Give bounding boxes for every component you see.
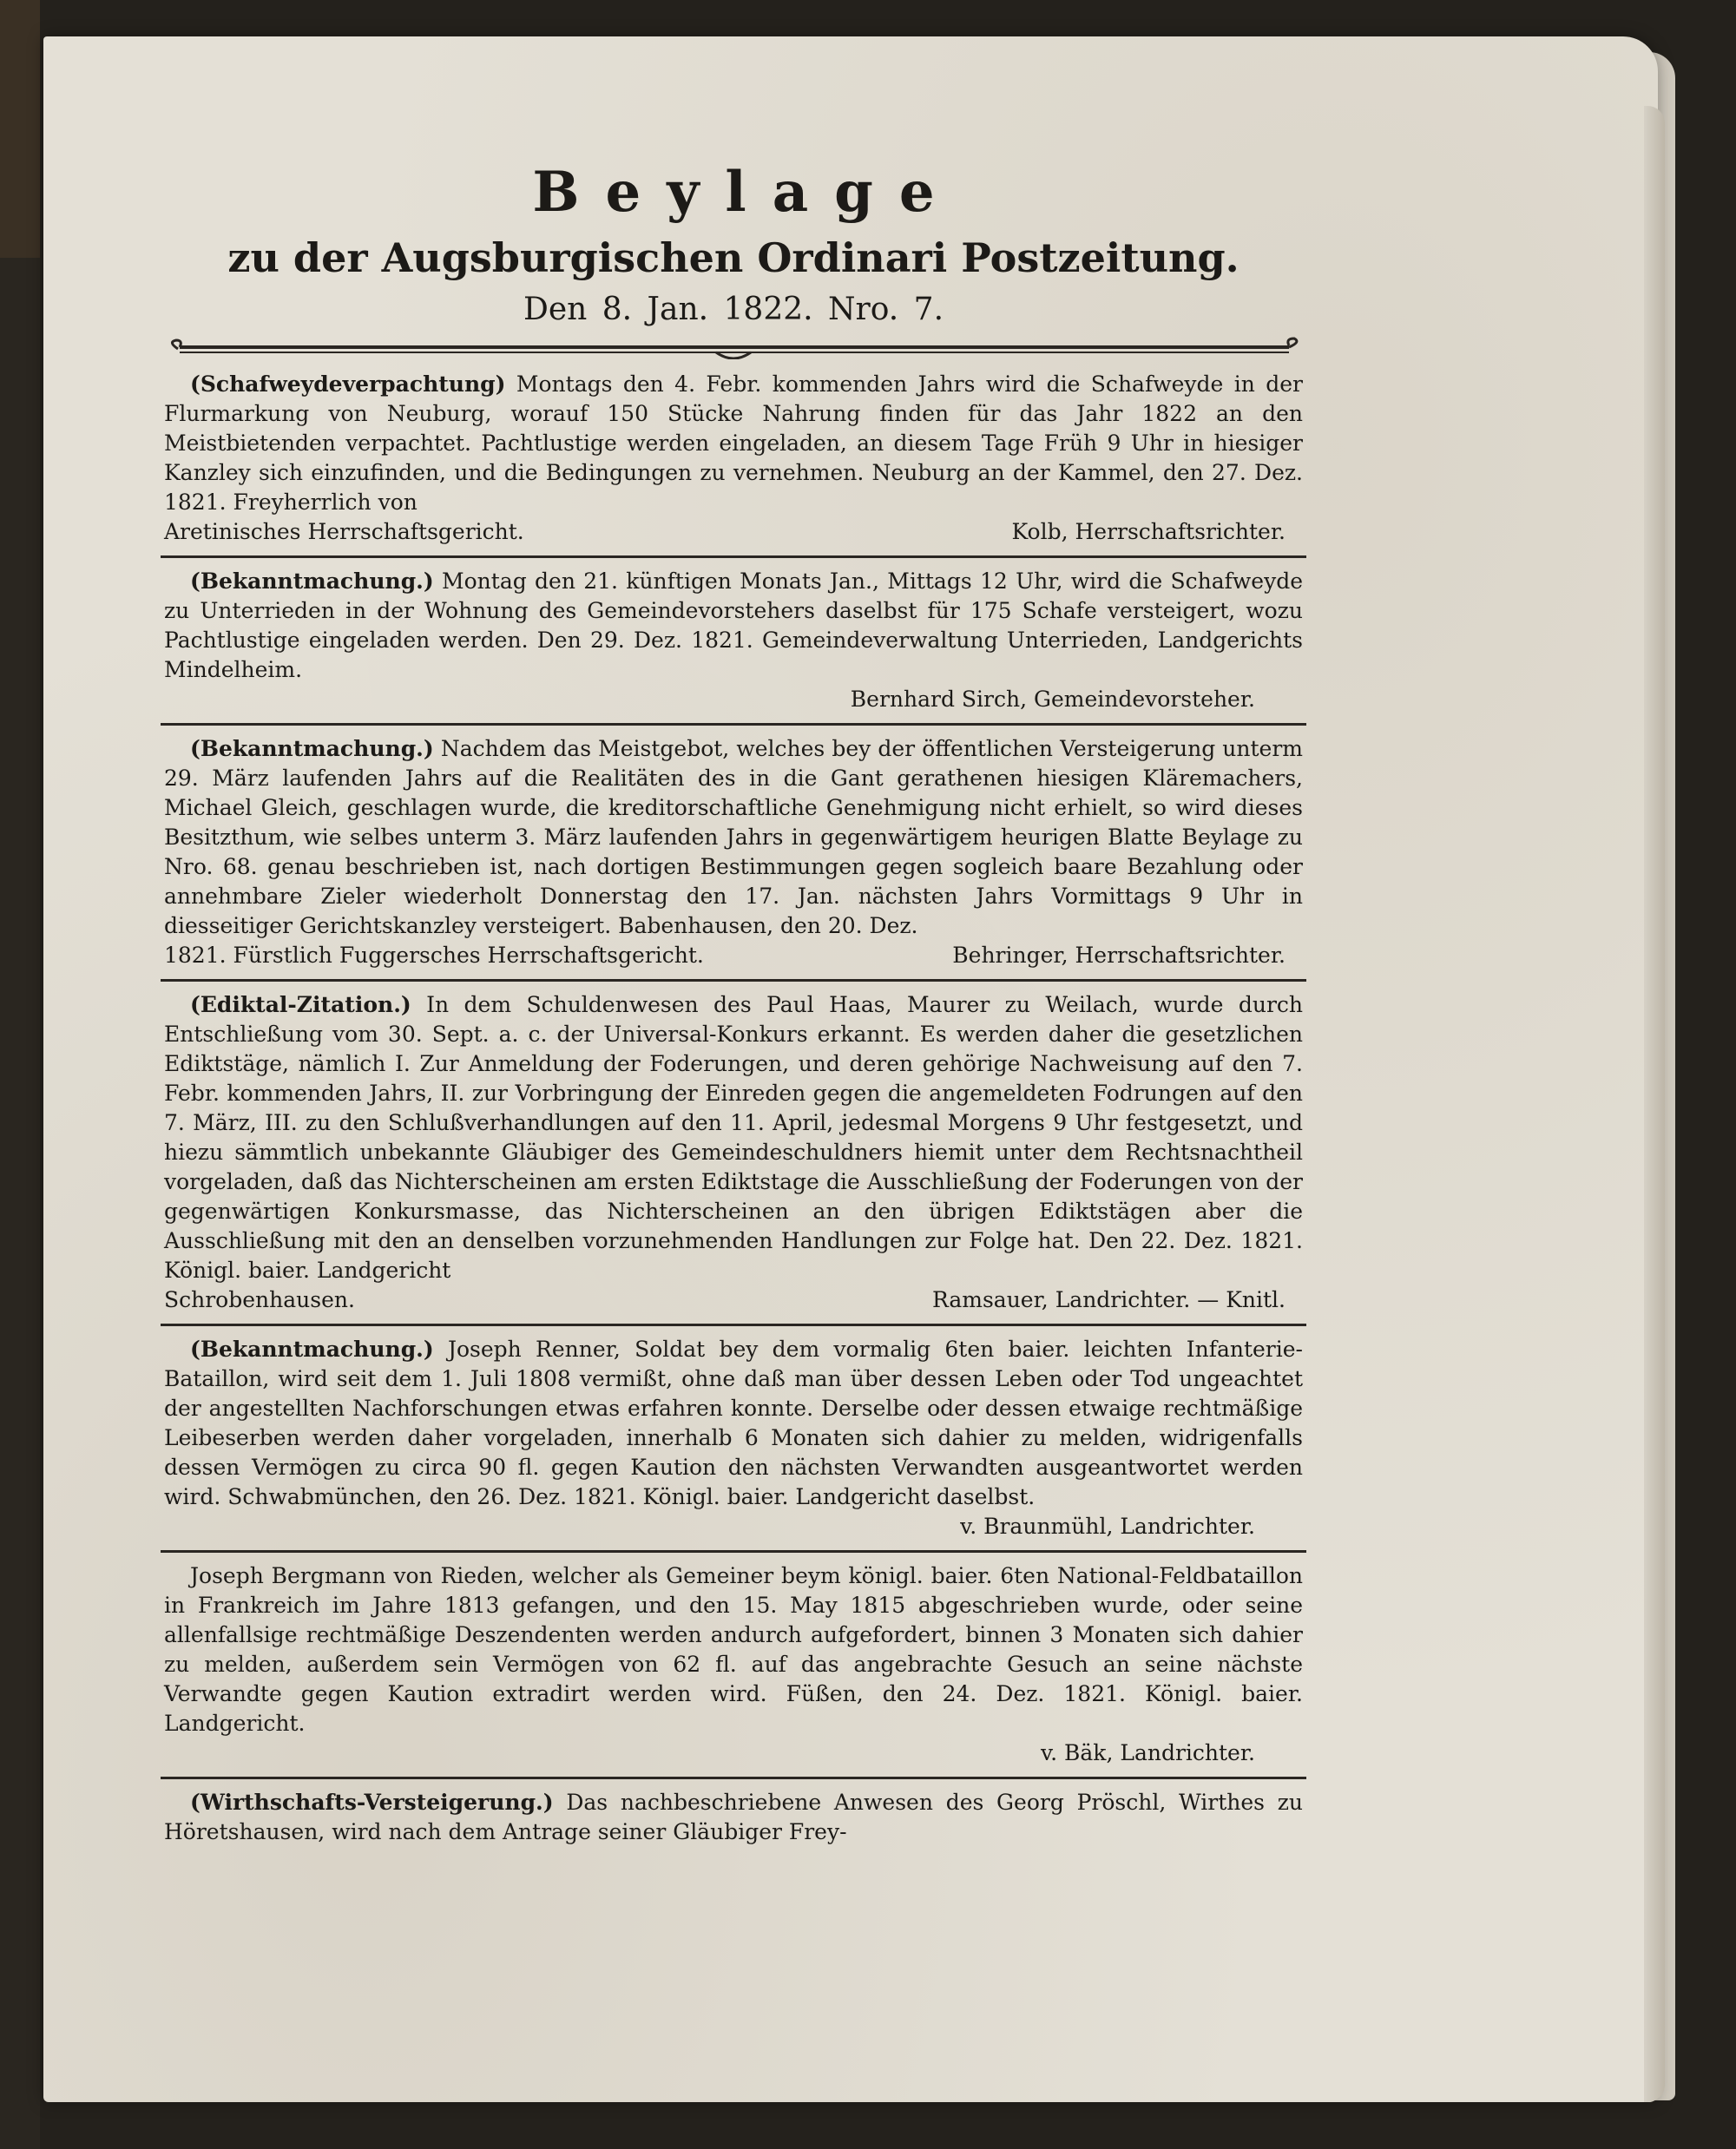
notice-inn-auction — [161, 1784, 1306, 1850]
signature-left: Schrobenhausen. — [164, 1287, 355, 1313]
signature-right: v. Braunmühl, Landrichter. — [960, 1514, 1255, 1540]
signature-left: Aretinisches Herrschaftsgericht. — [164, 519, 524, 545]
section-divider — [161, 1777, 1306, 1779]
signature-right: v. Bäk, Landrichter. — [1040, 1740, 1255, 1766]
notice-joseph-renner — [161, 1331, 1306, 1545]
masthead-subtitle: zu der Augsburgischen Ordinari Postzeitung. — [227, 234, 1240, 281]
section-divider — [161, 555, 1306, 558]
notice-joseph-bergmann — [161, 1558, 1306, 1771]
notice-edictal-citation — [161, 987, 1306, 1318]
ornamental-divider — [161, 335, 1306, 359]
notice-signature — [164, 517, 1303, 547]
notice-body: In dem Schuldenwesen des Paul Haas, Maurer zu Weilach, wurde durch Entschließung vom 30. Sept. a. c. der Universal-Konkurs erkannt. Es werden daher die gesetzlichen Ediktstäge, nämlich I. Zur Anmeldung der Foderungen, und deren gehörige Nachweisung auf den 7. Febr. kommenden Jahrs, II. zur Vorbringung der Einreden gegen die angemeldeten Fodrungen auf den 7. März, III. zu den Schlußverhandlungen auf den 11. April, jedesmal Morgens 9 Uhr festgesetzt, und hiezu sämmtlich unbekannte Gläubiger des Gemeindeschuldners hiemit unter dem Rechtsnachtheil vorgeladen, daß das Nichterscheinen am ersten Ediktstage die Ausschließung der Foderungen von der gegenwärtigen Konkursmasse, das Nichterscheinen an den übrigen Ediktstägen aber die Ausschließung mit den an denselben vorzunehmenden Handlungen zur Folge hat. Den 22. Dez. 1821. Königl. baier. Landgericht — [164, 992, 1304, 1284]
notice-signature — [164, 941, 1303, 970]
notice-heading: (Bekanntmachung.) — [190, 1337, 434, 1363]
scan-edge-strip — [0, 0, 40, 2149]
signature-left: 1821. Fürstlich Fuggersches Herrschaftsgericht. — [164, 943, 704, 969]
notice-sheep-pasture-lease — [161, 366, 1306, 550]
masthead-dateline: Den 8. Jan. 1822. Nro. 7. — [523, 291, 944, 327]
masthead-title: Beylage — [532, 160, 961, 225]
notice-heading: (Bekanntmachung.) — [190, 736, 434, 762]
notice-body: Joseph Bergmann von Rieden, welcher als Gemeiner beym königl. baier. 6ten National-Feldbataillon in Frankreich im Jahre 1813 gefangen, und den 15. May 1815 abgeschrieben wurde, oder seine allenfallsige rechtmäßige Deszendenten werden andurch aufgefordert, binnen 3 Monaten sich dahier zu melden, außerdem sein Vermögen von 62 fl. auf das angebrachte Gesuch an seine nächste Verwandte gegen Kaution extradirt werden wird. Füßen, den 24. Dez. 1821. Königl. baier. Landgericht. — [164, 1563, 1303, 1737]
masthead — [161, 160, 1306, 327]
page-content — [161, 160, 1306, 1850]
section-divider — [161, 1550, 1306, 1553]
signature-right: Kolb, Herrschaftsrichter. — [1011, 519, 1286, 545]
notice-heading: (Bekanntmachung.) — [190, 568, 434, 595]
notice-unterrieden — [161, 563, 1306, 718]
section-divider — [161, 1324, 1306, 1326]
notice-body: Das nachbeschriebene Anwesen des Georg Pröschl, Wirthes zu Höretshausen, wird nach dem Antrage seiner Gläubiger Frey- — [164, 1790, 1303, 1845]
notice-heading: (Ediktal-Zitation.) — [190, 992, 411, 1018]
signature-right: Ramsauer, Landrichter. — Knitl. — [931, 1287, 1286, 1313]
notice-babenhausen — [161, 731, 1306, 974]
section-divider — [161, 723, 1306, 726]
section-divider — [161, 979, 1306, 982]
notice-body: Nachdem das Meistgebot, welches bey der öffentlichen Versteigerung unterm 29. März laufenden Jahrs auf die Realitäten des in die Gant gerathenen hiesigen Kläremachers, Michael Gleich, geschlagen wurde, die kreditorschaftliche Genehmigung nicht erhielt, so wird dieses Besitzthum, wie selbes unterm 3. März laufenden Jahrs in gegenwärtigem heurigen Blatte Beylage zu Nro. 68. genau beschrieben ist, nach dortigen Bestimmungen gegen sogleich baare Bezahlung oder annehmbare Zieler wiederholt Donnerstag den 17. Jan. nächsten Jahrs Vormittags 9 Uhr in diesseitiger Gerichtskanzley versteigert. Babenhausen, den 20. Dez. — [164, 736, 1304, 939]
signature-right: Bernhard Sirch, Gemeindevorsteher. — [850, 687, 1255, 713]
notice-heading: (Wirthschafts-Versteigerung.) — [190, 1790, 554, 1816]
notice-body: Joseph Renner, Soldat bey dem vormalig 6ten baier. leichten Infanterie-Bataillon, wird seit dem 1. Juli 1808 vermißt, ohne daß man über dessen Leben oder Tod ungeachtet der angestellten Nachforschungen etwas erfahren konnte. Derselbe oder dessen etwaige rechtmäßige Leibeserben werden daher vorgeladen, innerhalb 6 Monaten sich dahier zu melden, widrigenfalls dessen Vermögen zu circa 90 fl. gegen Kaution den nächsten Verwandten ausgeantwortet werden wird. Schwabmünchen, den 26. Dez. 1821. Königl. baier. Landgericht daselbst. — [164, 1337, 1303, 1510]
paper-edge — [1644, 106, 1665, 2102]
signature-right: Behringer, Herrschaftsrichter. — [952, 943, 1286, 969]
notice-body: Montag den 21. künftigen Monats Jan., Mittags 12 Uhr, wird die Schafweyde zu Unterrieden in der Wohnung des Gemeindevorstehers daselbst für 175 Schafe versteigert, wozu Pachtlustige eingeladen werden. Den 29. Dez. 1821. Gemeindeverwaltung Unterrieden, Landgerichts Mindelheim. — [164, 568, 1303, 683]
ornamental-divider-graphic — [161, 335, 1306, 359]
notice-body: Montags den 4. Febr. kommenden Jahrs wird die Schafweyde in der Flurmarkung von Neuburg, worauf 150 Stücke Nahrung finden für das Jahr 1822 an den Meistbietenden verpachtet. Pachtlustige werden eingeladen, an diesem Tage Früh 9 Uhr in hiesiger Kanzley sich einzufinden, und die Bedingungen zu vernehmen. Neuburg an der Kammel, den 27. Dez. 1821. Freyherrlich von — [164, 371, 1303, 516]
notice-heading: (Schafweydeverpachtung) — [190, 371, 506, 398]
notice-signature — [164, 1285, 1303, 1315]
